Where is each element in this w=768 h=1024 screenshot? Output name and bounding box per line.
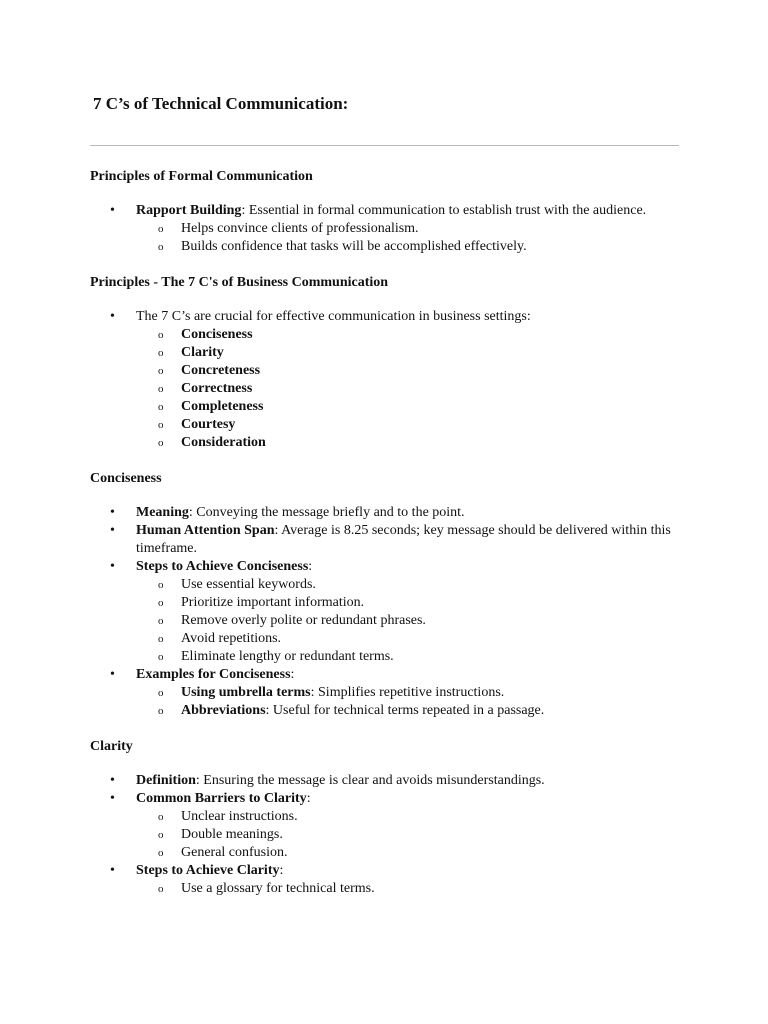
sub-list-item [136, 880, 690, 898]
sub-item-text: Consideration [181, 435, 266, 450]
sub-item-term: Using umbrella terms [181, 685, 311, 700]
item-text: : [306, 791, 311, 806]
sub-bullet-icon: o [158, 579, 164, 591]
bullet-list [90, 504, 690, 720]
sub-item-text: Prioritize important information. [181, 595, 365, 610]
sub-bullet-icon: o [158, 615, 164, 627]
sub-item-text: Builds confidence that tasks will be accomplished effectively. [181, 239, 527, 254]
sub-bullet-icon: o [158, 883, 164, 895]
item-term: Meaning [136, 505, 189, 520]
section-formal-communication [90, 168, 690, 256]
sub-item-text: : Simplifies repetitive instructions. [310, 685, 505, 700]
sub-list-item [136, 380, 690, 398]
sub-item-text: Double meanings. [181, 827, 283, 842]
sub-item-text: Completeness [181, 399, 264, 414]
sub-bullet-icon: o [158, 847, 164, 859]
sub-bullet-icon: o [158, 241, 164, 253]
section-heading: Principles of Formal Communication [90, 169, 313, 184]
sub-list-item [136, 416, 690, 434]
sub-list-item [136, 844, 690, 862]
sub-list-item [136, 220, 690, 238]
sub-list-item [136, 434, 690, 452]
sub-bullet-icon: o [158, 811, 164, 823]
sub-bullet-icon: o [158, 633, 164, 645]
sub-bullet-icon: o [158, 383, 164, 395]
sub-list-item [136, 808, 690, 826]
sub-item-text: Use essential keywords. [181, 577, 316, 592]
list-item-steps-conciseness [90, 558, 690, 666]
sub-list-item [136, 398, 690, 416]
section-clarity [90, 738, 690, 898]
bullet-list [90, 308, 690, 452]
bullet-list [90, 772, 690, 898]
sub-list-item [136, 612, 690, 630]
item-term: Examples for Conciseness [136, 667, 291, 682]
sub-list [136, 684, 690, 720]
bullet-icon: • [110, 559, 115, 574]
sub-list-item [136, 684, 690, 702]
sub-bullet-icon: o [158, 365, 164, 377]
sub-item-text: Eliminate lengthy or redundant terms. [181, 649, 394, 664]
list-item-barriers [90, 790, 690, 862]
bullet-icon: • [110, 203, 115, 218]
bullet-list [90, 202, 690, 256]
item-term: Steps to Achieve Conciseness [136, 559, 309, 574]
bullet-icon: • [110, 863, 115, 878]
sub-list-item [136, 344, 690, 362]
sub-item-text: Clarity [181, 345, 224, 360]
sub-bullet-icon: o [158, 829, 164, 841]
sub-item-text: Remove overly polite or redundant phrases. [181, 613, 426, 628]
sub-item-text: : Useful for technical terms repeated in a passage. [265, 703, 545, 718]
list-item-seven-cs-intro [90, 308, 690, 452]
bullet-icon: • [110, 505, 115, 520]
item-term: Common Barriers to Clarity [136, 791, 307, 806]
sub-item-text: Helps convince clients of professionalism. [181, 221, 419, 236]
item-term: Definition [136, 773, 196, 788]
sub-bullet-icon: o [158, 329, 164, 341]
sub-list [136, 220, 690, 256]
sub-list-item [136, 576, 690, 594]
list-item-meaning [90, 504, 690, 522]
sub-item-text: Use a glossary for technical terms. [181, 881, 375, 896]
bullet-icon: • [110, 309, 115, 324]
item-text: : [290, 667, 295, 682]
sub-item-text: Conciseness [181, 327, 253, 342]
item-term: Steps to Achieve Clarity [136, 863, 280, 878]
list-item-examples-conciseness [90, 666, 690, 720]
document-body [90, 168, 690, 916]
list-item-attention-span [90, 522, 690, 558]
item-text: : [279, 863, 284, 878]
item-text: The 7 C’s are crucial for effective communication in business settings: [136, 309, 531, 324]
item-text: : [308, 559, 313, 574]
bullet-icon: • [110, 773, 115, 788]
sub-item-text: Unclear instructions. [181, 809, 298, 824]
sub-item-term: Abbreviations [181, 703, 266, 718]
bullet-icon: • [110, 523, 115, 538]
bullet-icon: • [110, 667, 115, 682]
sub-list-item [136, 594, 690, 612]
section-heading: Conciseness [90, 471, 162, 486]
sub-bullet-icon: o [158, 651, 164, 663]
section-heading: Clarity [90, 739, 133, 754]
list-item-definition [90, 772, 690, 790]
sub-bullet-icon: o [158, 687, 164, 699]
sub-item-text: Correctness [181, 381, 253, 396]
sub-item-text: Avoid repetitions. [181, 631, 282, 646]
sub-bullet-icon: o [158, 401, 164, 413]
sub-list [136, 326, 690, 452]
sub-bullet-icon: o [158, 347, 164, 359]
sub-list-item [136, 826, 690, 844]
item-text: : Average is 8.25 seconds; key message should be delivered within this timeframe. [136, 523, 671, 556]
sub-list-item [136, 362, 690, 380]
sub-list [136, 808, 690, 862]
sub-item-text: Concreteness [181, 363, 261, 378]
bullet-icon: • [110, 791, 115, 806]
sub-list [136, 880, 690, 898]
sub-list-item [136, 702, 690, 720]
sub-list-item [136, 326, 690, 344]
sub-bullet-icon: o [158, 437, 164, 449]
item-text: : Ensuring the message is clear and avoids misunderstandings. [195, 773, 545, 788]
section-heading: Principles - The 7 C's of Business Communication [90, 275, 389, 290]
sub-bullet-icon: o [158, 705, 164, 717]
horizontal-divider [90, 145, 679, 146]
page-title: 7 C’s of Technical Communication: [93, 94, 349, 113]
sub-list-item [136, 630, 690, 648]
list-item-rapport-building [90, 202, 690, 256]
sub-item-text: Courtesy [181, 417, 236, 432]
item-term: Rapport Building [136, 203, 242, 218]
item-text: : Essential in formal communication to establish trust with the audience. [241, 203, 647, 218]
sub-list-item [136, 238, 690, 256]
sub-list [136, 576, 690, 666]
item-term: Human Attention Span [136, 523, 275, 538]
sub-item-text: General confusion. [181, 845, 288, 860]
sub-list-item [136, 648, 690, 666]
sub-bullet-icon: o [158, 597, 164, 609]
list-item-steps-clarity [90, 862, 690, 898]
section-seven-cs [90, 274, 690, 452]
sub-bullet-icon: o [158, 223, 164, 235]
sub-bullet-icon: o [158, 419, 164, 431]
section-conciseness [90, 470, 690, 720]
item-text: : Conveying the message briefly and to the point. [188, 505, 465, 520]
